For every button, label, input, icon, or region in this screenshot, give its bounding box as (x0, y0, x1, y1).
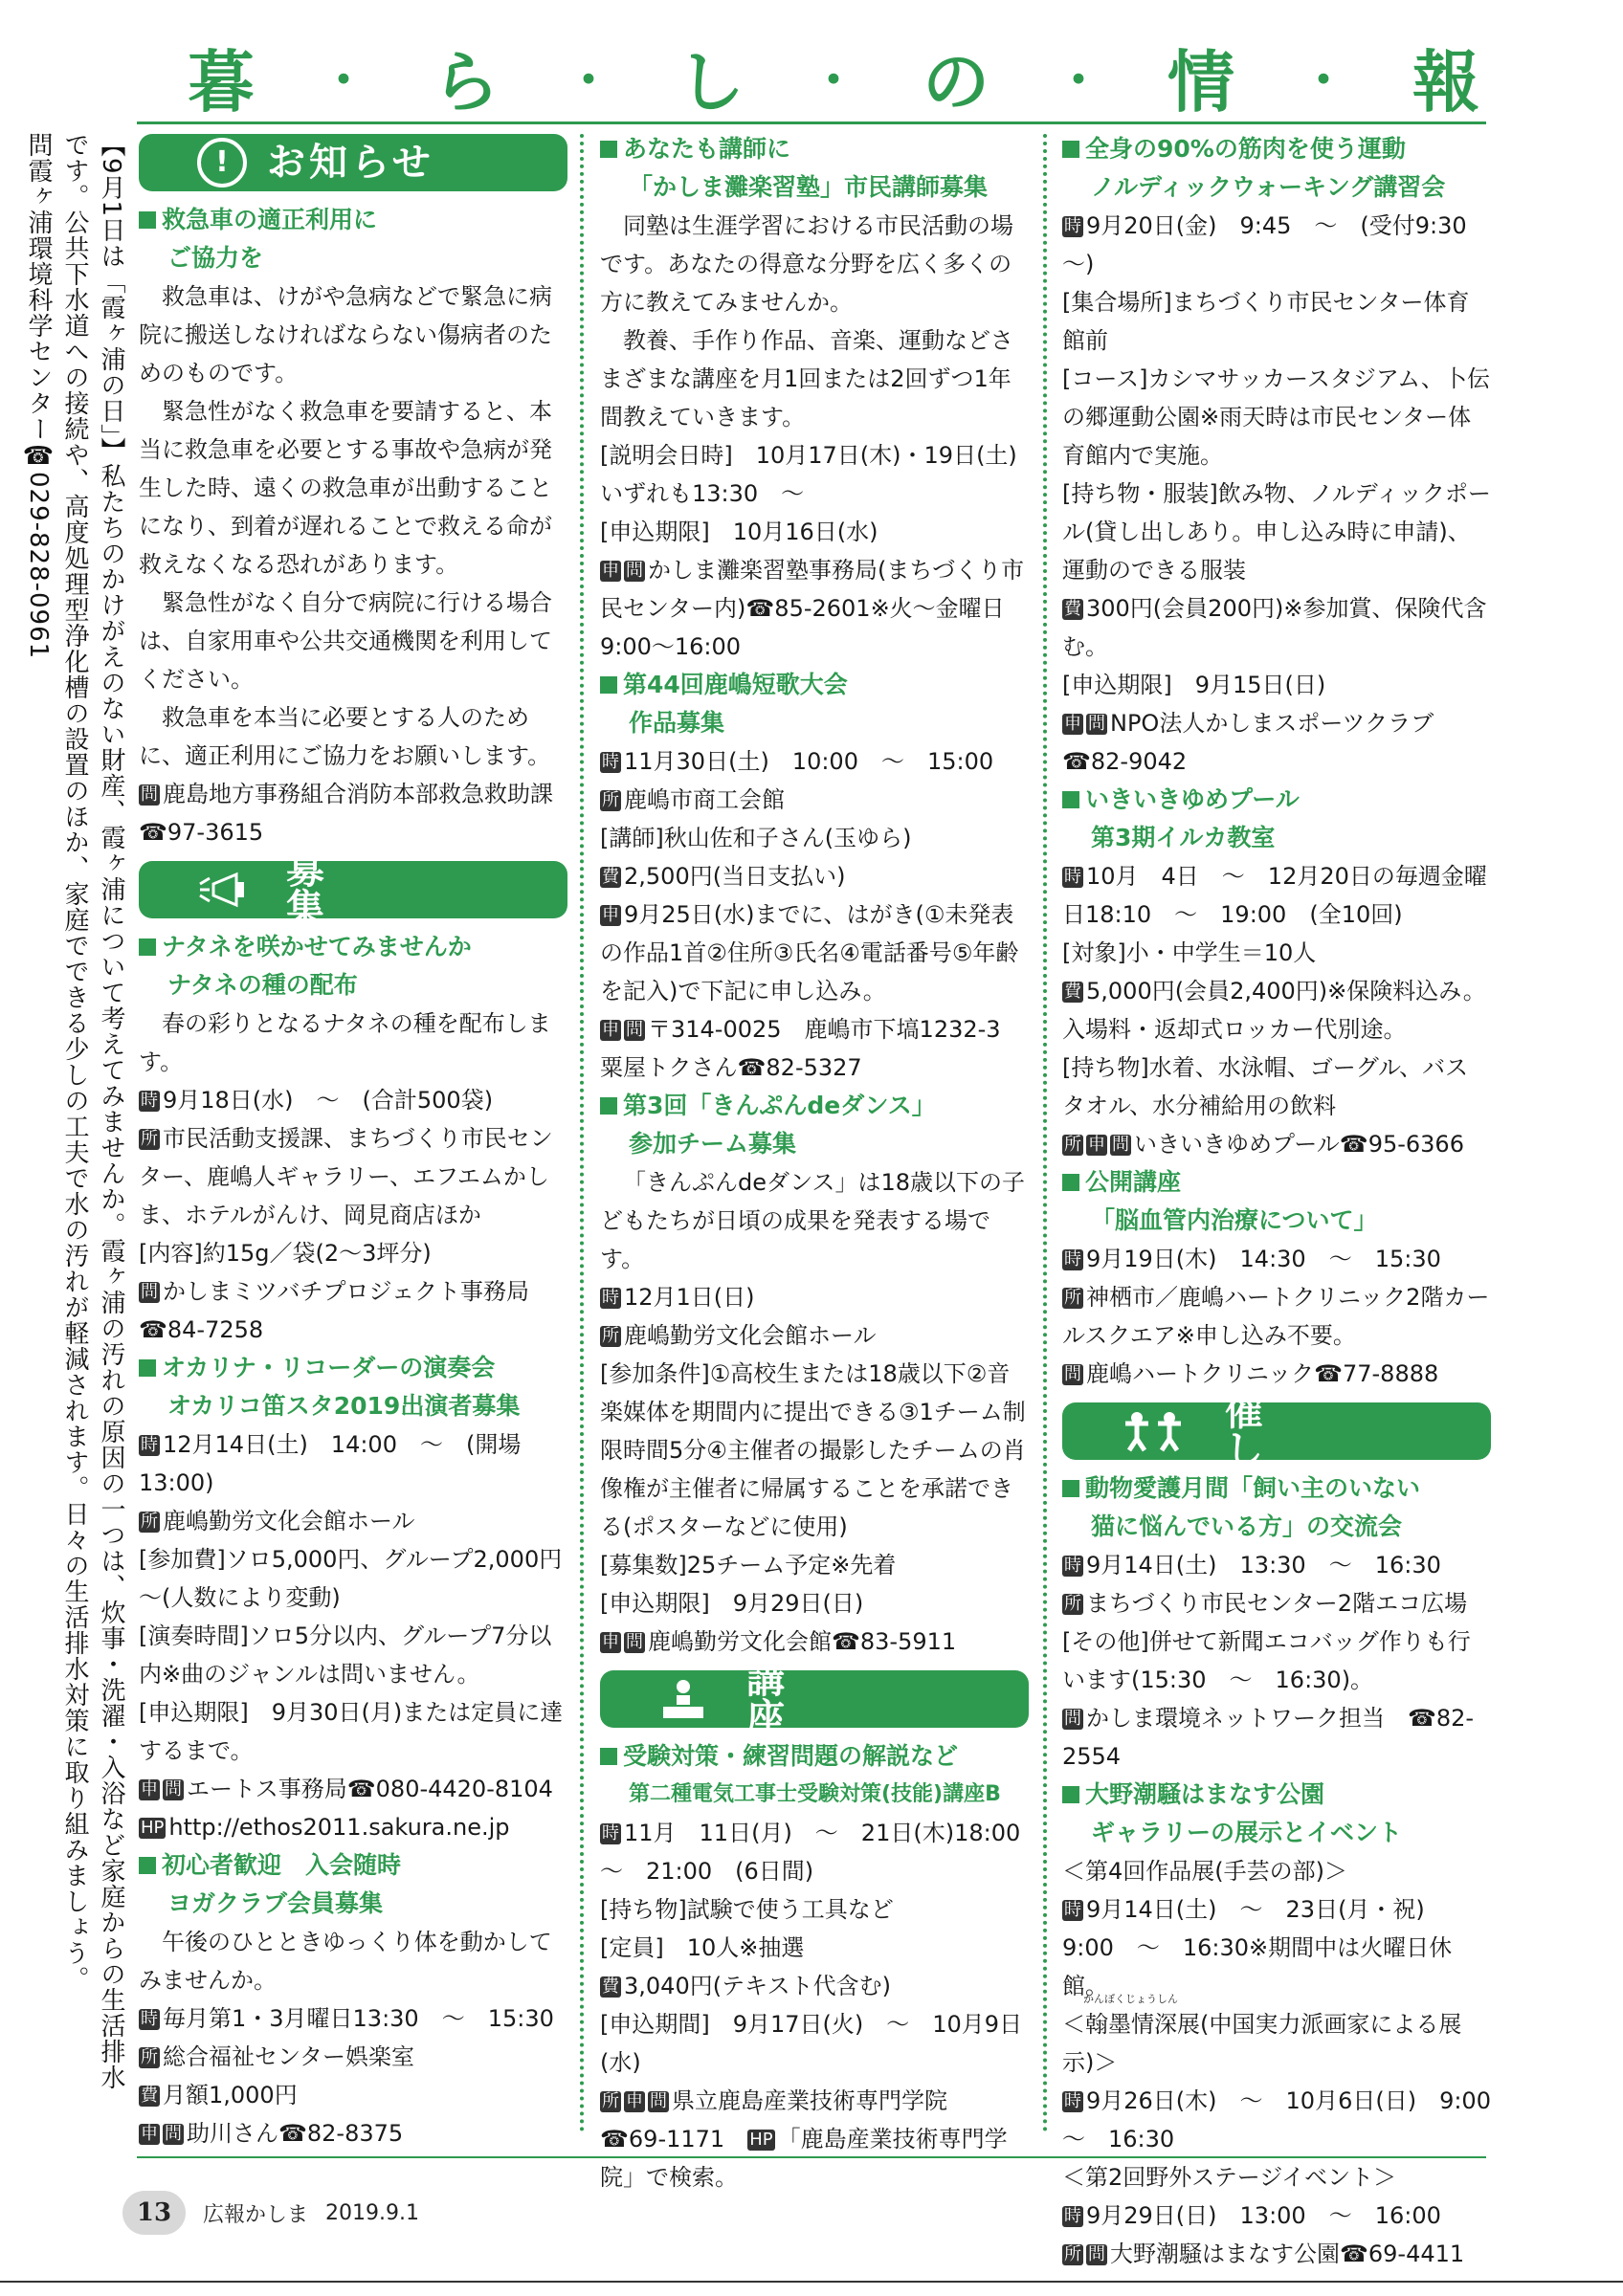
contact-tel: ☎82-9042 (1062, 748, 1188, 775)
detail-place: 所 まちづくり市民センター2階エコ広場 (1064, 1590, 1468, 1617)
title-char: 報 (1412, 41, 1479, 121)
detail-text: [対象]小・中学生＝10人 (1062, 939, 1317, 966)
detail-time: 時 9月19日(木) 14:30 ～ 15:30 (1064, 1246, 1441, 1272)
exclamation-icon: ! (196, 137, 248, 188)
publication-date: 2019.9.1 (325, 2200, 419, 2225)
contact-line: 問 かしまミツバチプロジェクト事務局☎84-7258 (139, 1278, 530, 1343)
article-heading: 救急車の適正利用に ご協力を (139, 201, 567, 277)
article-text: 春の彩りとなるナタネの種を配布します。 (139, 1010, 551, 1075)
title-char: ら (433, 41, 500, 121)
detail-fee: 費 2,500円(当日支払い) (602, 863, 846, 890)
detail-text: [募集数]25チーム予定※先着 (600, 1552, 897, 1578)
subheading: ＜第2回野外ステージイベント＞ (1062, 2164, 1397, 2191)
article-heading: 第3回「きんぷんdeダンス」 参加チーム募集 (600, 1087, 1029, 1163)
sidebar-body: 【9月1日は「霞ヶ浦の日」】私たちのかけがえのない財産、霞ヶ浦について考えてみませんか。霞ヶ浦の汚れの原因の一つは、炊事・洗濯・入浴など家庭からの生活排水です。公共下水道への接続や、高度処理型浄化槽の設置のほか、家庭でできる少しの工夫で水の汚れが軽減されます。日々の生活排水対策に取り組みましょう。 (60, 132, 125, 2091)
page-number: 13 (122, 2191, 186, 2235)
detail-fee: 費 3,040円(テキスト代含む) (602, 1973, 891, 1999)
detail-text: [集合場所]まちづくり市民センター体育館前 (1062, 289, 1470, 354)
article-text: 教養、手作り作品、音楽、運動などさまざまな講座を月1回または2回ずつ1年間教えていきます。 (600, 327, 1013, 430)
detail-apply: 申 9月25日(水)までに、はがき(①未発表の作品1首②住所③氏名④電話番号⑤年齢を記入)で下記に申し込み。 (600, 901, 1019, 1004)
title-char: し (678, 41, 745, 121)
article-text: 「きんぷんdeダンス」は18歳以下の子どもたちが日頃の成果を発表する場です。 (600, 1169, 1026, 1272)
detail-text: [持ち物]試験で使う工具など (600, 1896, 894, 1923)
banner-oshirase (139, 134, 567, 191)
detail-time: 時 11月 11日(月) ～ 21日(木)18:00 ～ 21:00 (6日間) (600, 1820, 1044, 1885)
banner-title: お知らせ (267, 141, 434, 185)
detail-text: [コース]カシマサッカースタジアム、卜伝の郷運動公園※雨天時は市民センター体育館内で実施。 (1062, 365, 1490, 469)
detail-text: [持ち物]水着、水泳帽、ゴーグル、バスタオル、水分補給用の飲料 (1062, 1054, 1469, 1119)
detail-place: 所 鹿嶋勤労文化会館ホール (141, 1508, 415, 1534)
article-heading: オカリナ・リコーダーの演奏会 オカリコ笛スタ2019出演者募集 (139, 1349, 567, 1425)
contact-line: 問 鹿島地方事務組合消防本部救急救助課☎97-3615 (139, 781, 553, 846)
detail-time: 時 11月30日(土) 10:00 ～ 15:00 (602, 748, 994, 775)
podium-icon (657, 1673, 708, 1725)
article-heading: 初心者歓迎 入会随時 ヨガクラブ会員募集 (139, 1846, 567, 1923)
detail-text: [申込期限] 10月16日(水) (600, 519, 878, 545)
detail-text: [申込期限] 9月15日(日) (1062, 672, 1326, 698)
column-divider (1043, 134, 1047, 2133)
detail-place: 所 鹿嶋勤労文化会館ホール (602, 1322, 877, 1349)
detail-fee: 費 5,000円(会員2,400円)※保険料込み。入場料・返却式ロッカー代別途。 (1062, 978, 1486, 1043)
title-rule (137, 121, 1486, 124)
article-text: 緊急性がなく自分で病院に行ける場合は、自家用車や公共交通機関を利用してください。 (139, 589, 552, 693)
page-edge-line (0, 2281, 1623, 2283)
column-1 (139, 130, 567, 2152)
banner-koza (600, 1658, 1029, 1740)
detail-text: [申込期限] 9月30日(月)または定員に達するまで。 (139, 1699, 564, 1764)
article-text: 救急車を本当に必要とする人のために、適正利用にご協力をお願いします。 (139, 704, 551, 769)
detail-time: 時 12月1日(日) (602, 1284, 755, 1311)
sidebar-contact: 問霞ヶ浦環境科学センター☎029-828-0961 (24, 132, 53, 660)
detail-text: [持ち物・服装]飲み物、ノルディックポール(貸し出しあり。申し込み時に申請)、運動のできる服装 (1062, 480, 1491, 584)
article-text: 同塾は生涯学習における市民活動の場です。あなたの得意な分野を広く多くの方に教えてみませんか。 (600, 212, 1013, 316)
article-text: 救急車は、けがや急病などで緊急に病院に搬送しなければならない傷病者のためのものです。 (139, 283, 552, 386)
contact-line: 申 問 鹿嶋勤労文化会館☎83-5911 (602, 1628, 957, 1655)
page-title (188, 38, 1479, 121)
article-heading: 動物愛護月間「飼い主のいない 猫に悩んでいる方」の交流会 (1062, 1469, 1491, 1546)
banner-title: 募 集 (286, 849, 478, 931)
article-text: 緊急性がなく救急車を要請すると、本当に救急車を必要とする事故や急病が発生した時、遠くの救急車が出動することになり、到着が遅れることで救える命が救えなくなる恐れがあります。 (139, 398, 552, 578)
title-sep: ・ (810, 52, 857, 108)
people-icon (1120, 1405, 1187, 1457)
contact-line: ☎69-1171 HP 「鹿島産業技術専門学院」で検索。 (600, 2126, 1008, 2191)
article-text: 午後のひとときゆっくり体を動かしてみませんか。 (139, 1929, 552, 1994)
contact-line: 申 問 〒314-0025 鹿嶋市下塙1232-3 粟屋トクさん☎82-5327 (600, 1016, 1024, 1081)
detail-time: 時 9月14日(土) 13:30 ～ 16:30 (1064, 1552, 1441, 1578)
detail-place: 所 市民活動支援課、まちづくり市民センター、鹿嶋人ギャラリー、エフエムかしま、ホテルがんけ、岡見商店ほか (139, 1125, 553, 1228)
detail-place: 所 神栖市／鹿嶋ハートクリニック2階カールスクエア※申し込み不要。 (1062, 1284, 1490, 1349)
subheading: かんぼくじょうしん ＜翰墨情深展(中国実力派画家による展示)＞ (1062, 1993, 1462, 2076)
detail-place: 所 鹿嶋市商工会館 (602, 786, 785, 813)
ruby-text: かんぼくじょうしん (1083, 1993, 1178, 2005)
title-sep: ・ (1055, 52, 1102, 108)
bottom-rule (137, 2156, 1486, 2158)
contact-line: 所 問 大野潮騒はまなす公園☎69-4411 (1064, 2241, 1465, 2267)
detail-time: 時 10月 4日 ～ 12月20日の毎週金曜日18:10 ～ 19:00 (全10回) (1062, 863, 1487, 928)
article-heading: 全身の90%の筋肉を使う運動 ノルディックウォーキング講習会 (1062, 130, 1491, 207)
article-heading: 第44回鹿嶋短歌大会 作品募集 (600, 666, 1029, 742)
banner-title: 講 座 (746, 1658, 939, 1740)
column-divider (580, 134, 584, 2133)
detail-time: 時 毎月第1・3月曜日13:30 ～ 15:30 (141, 2005, 554, 2032)
footer (122, 2191, 419, 2235)
detail-text: [定員] 10人※抽選 (600, 1934, 805, 1961)
article-heading: 公開講座 「脳血管内治療について」 (1062, 1163, 1491, 1240)
contact-line: 問 鹿嶋ハートクリニック☎77-8888 (1064, 1360, 1439, 1387)
detail-text: [参加条件]①高校生または18歳以下②音楽媒体を期間内に提出できる③1チーム制限時間5分④主催者の撮影したチームの肖像権が主催者に帰属することを承諾できる(ポスターなどに使用) (600, 1360, 1026, 1540)
contact-line: 申 問 NPO法人かしまスポーツクラブ (1064, 710, 1434, 737)
title-char: 暮 (188, 41, 255, 121)
detail-text: [演奏時間]ソロ5分以内、グループ7分以内※曲のジャンルは問いません。 (139, 1623, 552, 1688)
contact-line: 申 問 助川さん☎82-8375 (141, 2120, 404, 2147)
contact-line: 申 問 かしま灘楽習塾事務局(まちづくり市民センター内)☎85-2601※火～金曜日9:00～16:00 (600, 557, 1025, 660)
title-sep: ・ (1300, 52, 1347, 108)
megaphone-icon (196, 864, 248, 916)
detail-fee: 費 月額1,000円 (141, 2082, 298, 2108)
contact-line: 申 問 エートス事務局☎080-4420-8104 (141, 1776, 553, 1802)
column-3 (1062, 130, 1514, 2273)
detail-fee: 費 300円(会員200円)※参加賞、保険代含む。 (1062, 595, 1487, 660)
sidebar-vertical-text (19, 132, 129, 2093)
title-sep: ・ (320, 52, 367, 108)
contact-line: 所 申 問 県立鹿島産業技術専門学院 (602, 2087, 947, 2114)
column-2 (600, 130, 1044, 2197)
detail-time: 時 9月26日(木) ～ 10月6日(日) 9:00 ～ 16:30 (1062, 2087, 1514, 2152)
banner-title: 催 し (1225, 1390, 1416, 1472)
contact-line: 問 かしま環境ネットワーク担当 ☎82-2554 (1062, 1705, 1475, 1770)
subheading: ＜第4回作品展(手芸の部)＞ (1062, 1858, 1347, 1885)
detail-text: [参加費]ソロ5,000円、グループ2,000円～(人数により変動) (139, 1546, 563, 1611)
title-sep: ・ (565, 52, 612, 108)
detail-time: 時 9月14日(土) ～ 23日(月・祝) 9:00 ～ 16:30※期間中は火曜日休館。 (1062, 1896, 1453, 1999)
detail-text: [内容]約15g／袋(2～3坪分) (139, 1240, 432, 1267)
homepage-line: HP http://ethos2011.sakura.ne.jp (141, 1814, 510, 1841)
publication-name: 広報かしま (203, 2202, 309, 2227)
detail-time: 時 9月20日(金) 9:45 ～ (受付9:30 ～) (1062, 212, 1490, 277)
article-heading: いきいきゆめプール 第3期イルカ教室 (1062, 781, 1491, 857)
detail-text: [講師]秋山佐和子さん(玉ゆら) (600, 825, 912, 851)
detail-time: 時 9月18日(水) ～ (合計500袋) (141, 1087, 494, 1114)
detail-text: [申込期間] 9月17日(火) ～ 10月9日(水) (600, 2011, 1023, 2076)
detail-text: [説明会日時] 10月17日(木)・19日(土)いずれも13:30 ～ (600, 442, 1017, 507)
detail-place: 所 総合福祉センター娯楽室 (141, 2043, 415, 2070)
banner-moyoshi (1062, 1390, 1491, 1472)
detail-time: 時 9月29日(日) 13:00 ～ 16:00 (1064, 2202, 1441, 2229)
article-heading: 大野潮騒はまなす公園 ギャラリーの展示とイベント (1062, 1776, 1491, 1852)
homepage-link[interactable]: http://ethos2011.sakura.ne.jp (168, 1814, 510, 1841)
article-heading: ナタネを咲かせてみませんか ナタネの種の配布 (139, 928, 567, 1004)
detail-text: [申込期限] 9月29日(日) (600, 1590, 864, 1617)
title-char: 情 (1167, 41, 1234, 121)
article-heading: あなたも講師に 「かしま灘楽習塾」市民講師募集 (600, 130, 1029, 207)
detail-text: [その他]併せて新聞エコバッグ作りも行います(15:30 ～ 16:30)。 (1062, 1628, 1471, 1693)
contact-line: 所 申 問 いきいきゆめプール☎95-6366 (1064, 1131, 1464, 1158)
article-heading: 受験対策・練習問題の解説など 第二種電気工事士受験対策(技能)講座B (600, 1737, 1029, 1814)
title-char: の (923, 41, 989, 121)
banner-boshu (139, 849, 567, 931)
detail-time: 時 12月14日(土) 14:00 ～ (開場13:00) (139, 1431, 522, 1496)
